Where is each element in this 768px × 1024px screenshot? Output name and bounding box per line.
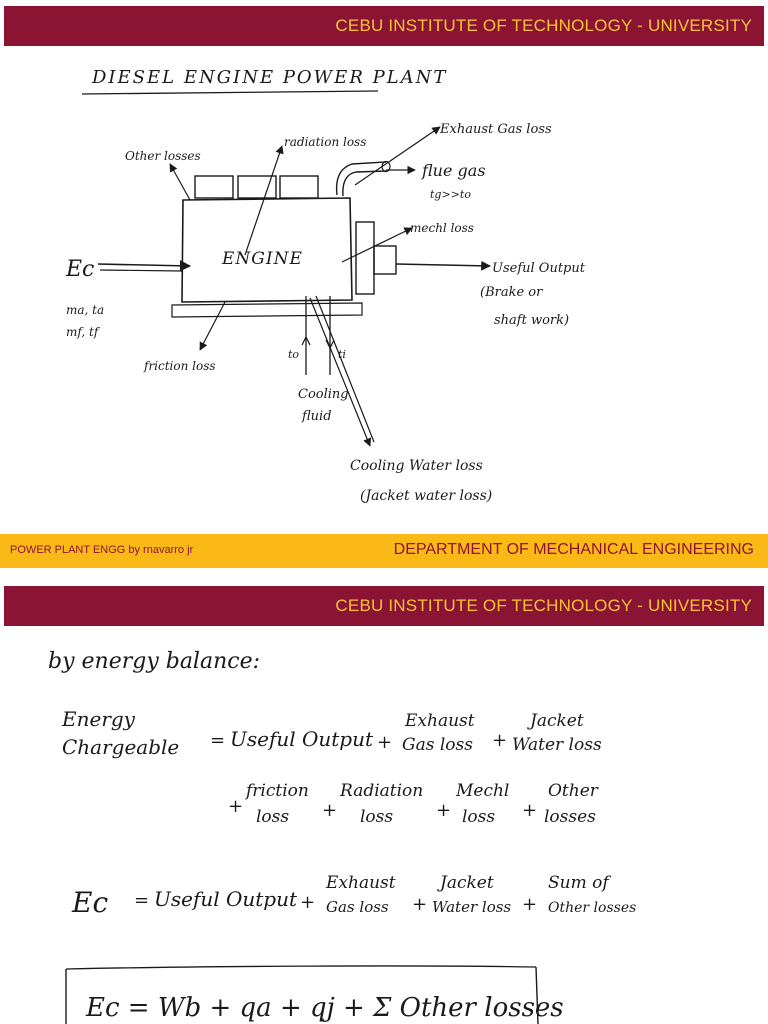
- svg-text:+: +: [377, 732, 393, 753]
- label-radiation-loss: radiation loss: [284, 135, 367, 149]
- eq3-box: [66, 966, 536, 969]
- label-cooling-water-loss: Cooling Water loss: [350, 458, 483, 474]
- energy-balance-notes: [0, 584, 768, 1024]
- eq2-water-loss: Water loss: [432, 898, 512, 916]
- svg-text:+: +: [492, 730, 508, 751]
- svg-text:+: +: [522, 800, 538, 821]
- eq1-jacket: Jacket: [530, 711, 584, 731]
- useful-output-arrow: [396, 264, 490, 266]
- eq1-radiation: Radiation: [340, 781, 424, 801]
- eq2-other-losses: Other losses: [548, 900, 637, 916]
- eq1-exhaust: Exhaust: [405, 711, 475, 731]
- eq1-mechl-loss: loss: [462, 807, 496, 827]
- label-to: to: [288, 348, 300, 361]
- svg-text:+: +: [436, 800, 452, 821]
- cylinder-head-3: [280, 176, 318, 198]
- label-shaft-work: shaft work): [494, 313, 570, 328]
- label-tg: tg>>to: [430, 188, 471, 201]
- label-other-losses: Other losses: [125, 149, 201, 163]
- mechl-loss-arrow: [342, 228, 412, 262]
- label-jacket-water-loss: (Jacket water loss): [360, 488, 493, 504]
- svg-text:+: +: [300, 892, 316, 913]
- title-underline: [82, 91, 378, 94]
- label-ma-ta: ma, ta: [66, 303, 105, 317]
- eq1-radiation-loss: loss: [360, 807, 394, 827]
- eq1-gas-loss: Gas loss: [402, 735, 473, 755]
- flywheel: [356, 222, 374, 294]
- eq2-gas-loss: Gas loss: [326, 898, 389, 916]
- energy-input-arrow: [98, 264, 190, 266]
- label-brake-or: (Brake or: [480, 285, 543, 300]
- eq1-water-loss: Water loss: [512, 735, 602, 755]
- radiation-loss-arrow: [245, 146, 282, 255]
- label-ti: ti: [338, 348, 346, 361]
- svg-text:+: +: [322, 800, 338, 821]
- slide-gap: [0, 568, 768, 584]
- friction-loss-arrow: [200, 302, 225, 350]
- eq2-ec: Ec: [72, 886, 109, 919]
- label-engine: ENGINE: [222, 249, 303, 269]
- svg-text:=: =: [210, 730, 226, 751]
- eq1-chargeable: Chargeable: [62, 735, 180, 759]
- other-losses-arrow: [170, 164, 190, 200]
- eq3-formula: Ec = Wb + qa + qj + Σ Other losses: [86, 993, 564, 1023]
- eq1-mechl: Mechl: [456, 781, 510, 801]
- eq2-useful-output: Useful Output: [154, 887, 298, 911]
- eq2-jacket: Jacket: [440, 873, 494, 893]
- svg-text:+: +: [522, 894, 538, 915]
- eq1-friction: friction: [246, 781, 309, 801]
- label-useful-output: Useful Output: [492, 261, 585, 276]
- label-fluid: fluid: [302, 409, 332, 424]
- label-mechl-loss: mechl loss: [410, 221, 474, 235]
- label-flue-gas: flue gas: [422, 161, 486, 180]
- eq1-useful-output: Useful Output: [230, 727, 374, 751]
- label-friction-loss: friction loss: [144, 359, 216, 373]
- eq2-exhaust: Exhaust: [326, 873, 396, 893]
- footer-author: POWER PLANT ENGG by rnavarro jr: [10, 544, 194, 556]
- eq1-losses: losses: [544, 807, 596, 827]
- engine-base: [172, 303, 362, 317]
- slide-2: [0, 584, 768, 1024]
- intro-text: by energy balance:: [48, 649, 261, 674]
- eq2-sum-of: Sum of: [548, 873, 609, 893]
- eq1-energy: Energy: [62, 707, 135, 731]
- svg-text:+: +: [228, 796, 244, 817]
- university-banner-2: CEBU INSTITUTE OF TECHNOLOGY - UNIVERSITY: [4, 586, 764, 626]
- footer-department: DEPARTMENT OF MECHANICAL ENGINEERING: [393, 541, 754, 558]
- university-banner: CEBU INSTITUTE OF TECHNOLOGY - UNIVERSITY: [4, 6, 764, 46]
- label-exhaust-gas-loss: Exhaust Gas loss: [440, 122, 552, 137]
- svg-text:+: +: [412, 894, 428, 915]
- label-cooling: Cooling: [298, 387, 349, 402]
- exhaust-pipe: [337, 162, 386, 195]
- eq1-other: Other: [548, 781, 598, 801]
- slide-footer: [0, 534, 768, 568]
- svg-text:=: =: [134, 890, 150, 911]
- cylinder-head-1: [195, 176, 233, 198]
- output-shaft: [374, 246, 396, 274]
- label-mf-tf: mf, tf: [66, 325, 99, 339]
- label-ec: Ec: [66, 257, 95, 282]
- eq1-friction-loss: loss: [256, 807, 290, 827]
- diagram-title: DIESEL ENGINE POWER PLANT: [92, 67, 448, 88]
